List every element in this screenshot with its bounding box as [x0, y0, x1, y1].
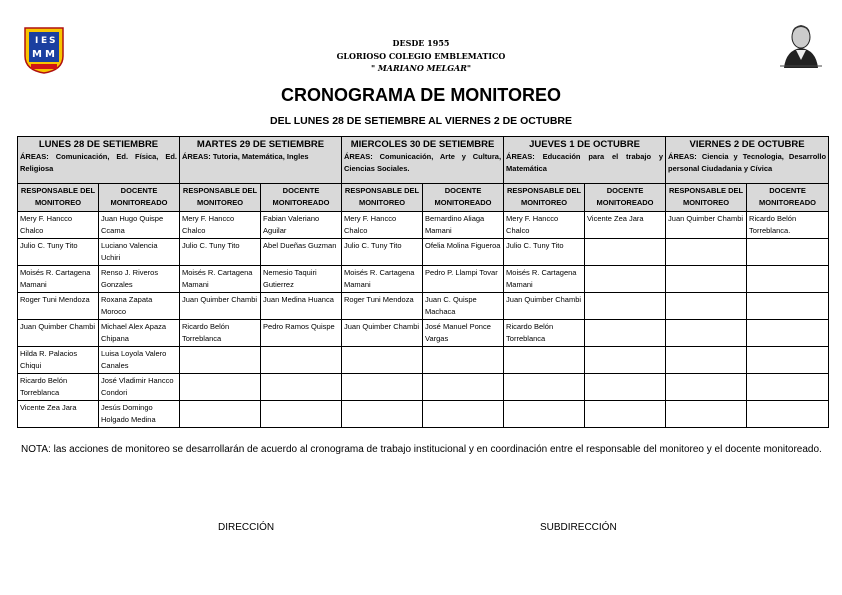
day-header [666, 137, 829, 184]
responsable-cell [504, 347, 585, 374]
responsable-cell [180, 401, 261, 428]
day-header [504, 137, 666, 184]
responsable-cell: Moisés R. Cartagena Mamani [180, 266, 261, 293]
responsable-cell [180, 374, 261, 401]
docente-cell [747, 239, 829, 266]
docente-cell: Abel Dueñas Guzman [261, 239, 342, 266]
docente-cell: Pedro Ramos Quispe [261, 320, 342, 347]
docente-cell: Juan C. Quispe Machaca [423, 293, 504, 320]
docente-header: DOCENTE MONITOREADO [423, 184, 504, 212]
docente-cell [585, 293, 666, 320]
day-name: MIERCOLES 30 DE SETIEMBRE [350, 139, 495, 150]
docente-header: DOCENTE MONITOREADO [261, 184, 342, 212]
docente-cell: Juan Medina Huanca [261, 293, 342, 320]
responsable-cell: Julio C. Tuny Tito [342, 239, 423, 266]
responsable-cell: Juan Quimber Chambi [666, 212, 747, 239]
responsable-cell [666, 374, 747, 401]
responsable-cell [666, 293, 747, 320]
docente-cell [261, 347, 342, 374]
responsable-cell: Ricardo Belón Torreblanca [18, 374, 99, 401]
schedule-body [18, 212, 829, 428]
docente-cell: José Manuel Ponce Vargas [423, 320, 504, 347]
responsable-cell: Mery F. Hancco Chalco [18, 212, 99, 239]
responsable-cell [666, 239, 747, 266]
responsable-cell: Roger Tuni Mendoza [18, 293, 99, 320]
table-row [18, 212, 829, 239]
responsable-cell [666, 401, 747, 428]
day-areas: ÁREAS: Ciencia y Tecnologia, Desarrollo personal Ciudadania y Cívica [668, 152, 827, 173]
responsable-cell: Julio C. Tuny Tito [504, 239, 585, 266]
docente-cell [747, 293, 829, 320]
responsable-cell: Mery F. Hancco Chalco [342, 212, 423, 239]
responsable-cell: Hilda R. Palacios Chiqui [18, 347, 99, 374]
responsable-cell: Juan Quimber Chambi [342, 320, 423, 347]
responsable-cell: Julio C. Tuny Tito [180, 239, 261, 266]
svg-text:M: M [45, 49, 55, 60]
schedule-table [17, 136, 829, 428]
responsable-cell: Mery F. Hancco Chalco [504, 212, 585, 239]
signature-subdireccion: SUBDIRECCIÓN [540, 522, 617, 533]
day-areas: ÁREAS: Educación para el trabajo y Matemática [506, 152, 664, 173]
docente-cell [585, 239, 666, 266]
responsable-header: RESPONSABLE DEL MONITOREO [666, 184, 747, 212]
table-row [18, 347, 829, 374]
responsable-cell: Vicente Zea Jara [18, 401, 99, 428]
day-name: MARTES 29 DE SETIEMBRE [196, 139, 325, 150]
responsable-cell: Roger Tuni Mendoza [342, 293, 423, 320]
docente-cell: Ofelia Molina Figueroa [423, 239, 504, 266]
responsable-cell: Moisés R. Cartagena Mamani [504, 266, 585, 293]
svg-text:I: I [35, 36, 39, 46]
table-row [18, 293, 829, 320]
day-name: LUNES 28 DE SETIEMBRE [38, 139, 159, 150]
page-title: CRONOGRAMA DE MONITOREO [280, 85, 561, 105]
day-areas: ÁREAS: Comunicación, Ed. Física, Ed. Religiosa [20, 152, 178, 173]
docente-header: DOCENTE MONITOREADO [747, 184, 829, 212]
docente-cell [423, 374, 504, 401]
responsable-header: RESPONSABLE DEL MONITOREO [504, 184, 585, 212]
docente-cell [585, 374, 666, 401]
column-header-row [18, 184, 829, 212]
docente-cell [261, 401, 342, 428]
table-row [18, 374, 829, 401]
docente-cell: Bernardino Aliaga Mamani [423, 212, 504, 239]
responsable-cell: Ricardo Belón Torreblanca [504, 320, 585, 347]
docente-cell: José Vladimir Hancco Condori [99, 374, 180, 401]
docente-cell: Nemesio Taquiri Gutierrez [261, 266, 342, 293]
day-areas: ÁREAS: Comunicación, Arte y Cultura, Ciencias Sociales. [344, 152, 502, 173]
docente-cell: Ricardo Belón Torreblanca. [747, 212, 829, 239]
school-label: GLORIOSO COLEGIO EMBLEMATICO [336, 51, 506, 61]
table-row [18, 401, 829, 428]
day-header [18, 137, 180, 184]
docente-header: DOCENTE MONITOREADO [99, 184, 180, 212]
docente-cell: Vicente Zea Jara [585, 212, 666, 239]
docente-cell [585, 347, 666, 374]
day-header [342, 137, 504, 184]
responsable-cell [180, 347, 261, 374]
docente-cell [585, 401, 666, 428]
svg-text:E: E [41, 36, 48, 46]
docente-cell: Luciano Valencia Uchiri [99, 239, 180, 266]
day-areas: ÁREAS: Tutoria, Matemática, Ingles [182, 152, 309, 161]
docente-cell [585, 266, 666, 293]
responsable-cell: Julio C. Tuny Tito [18, 239, 99, 266]
responsable-cell [666, 320, 747, 347]
responsable-cell [666, 347, 747, 374]
responsable-cell: Moisés R. Cartagena Mamani [18, 266, 99, 293]
docente-cell: Fabian Valeriano Aguilar [261, 212, 342, 239]
founding-year: DESDE 1955 [392, 38, 450, 48]
day-header-row [18, 137, 829, 184]
responsable-cell [504, 401, 585, 428]
responsable-cell [342, 374, 423, 401]
svg-text:S: S [49, 36, 56, 46]
docente-cell [423, 347, 504, 374]
docente-cell: Roxana Zapata Moroco [99, 293, 180, 320]
note-text: NOTA: las acciones de monitoreo se desarrollarán de acuerdo al cronograma de trabajo institucional y en coordinación entre el responsable del monitoreo y el docente monitoreado. [21, 444, 822, 455]
responsable-cell: Mery F. Hancco Chalco [180, 212, 261, 239]
docente-header: DOCENTE MONITOREADO [585, 184, 666, 212]
table-row [18, 320, 829, 347]
docente-cell [747, 374, 829, 401]
day-header [180, 137, 342, 184]
responsable-cell [342, 401, 423, 428]
responsable-cell: Ricardo Belón Torreblanca [180, 320, 261, 347]
docente-cell [585, 320, 666, 347]
page-subtitle: DEL LUNES 28 DE SETIEMBRE AL VIERNES 2 DE OCTUBRE [269, 115, 573, 127]
day-name: JUEVES 1 DE OCTUBRE [529, 139, 640, 150]
docente-cell: Michael Alex Apaza Chipana [99, 320, 180, 347]
docente-cell [747, 401, 829, 428]
table-row [18, 239, 829, 266]
docente-cell [747, 266, 829, 293]
responsable-cell [504, 374, 585, 401]
signature-direccion: DIRECCIÓN [218, 522, 275, 533]
docente-cell: Jesús Domingo Holgado Medina [99, 401, 180, 428]
docente-cell [747, 320, 829, 347]
school-name: " MARIANO MELGAR" [370, 63, 472, 73]
docente-cell [423, 401, 504, 428]
docente-cell: Luisa Loyola Valero Canales [99, 347, 180, 374]
docente-cell [261, 374, 342, 401]
responsable-cell [342, 347, 423, 374]
docente-cell [747, 347, 829, 374]
docente-cell: Juan Hugo Quispe Ccama [99, 212, 180, 239]
responsable-header: RESPONSABLE DEL MONITOREO [18, 184, 99, 212]
responsable-cell: Moisés R. Cartagena Mamani [342, 266, 423, 293]
responsable-header: RESPONSABLE DEL MONITOREO [180, 184, 261, 212]
responsable-cell: Juan Quimber Chambi [180, 293, 261, 320]
responsable-cell [666, 266, 747, 293]
docente-cell: Pedro P. Llampi Tovar [423, 266, 504, 293]
day-name: VIERNES 2 DE OCTUBRE [689, 139, 805, 150]
responsable-cell: Juan Quimber Chambi [18, 320, 99, 347]
docente-cell: Renso J. Riveros Gonzales [99, 266, 180, 293]
responsable-cell: Juan Quimber Chambi [504, 293, 585, 320]
svg-text:M: M [32, 49, 42, 60]
table-row [18, 266, 829, 293]
responsable-header: RESPONSABLE DEL MONITOREO [342, 184, 423, 212]
